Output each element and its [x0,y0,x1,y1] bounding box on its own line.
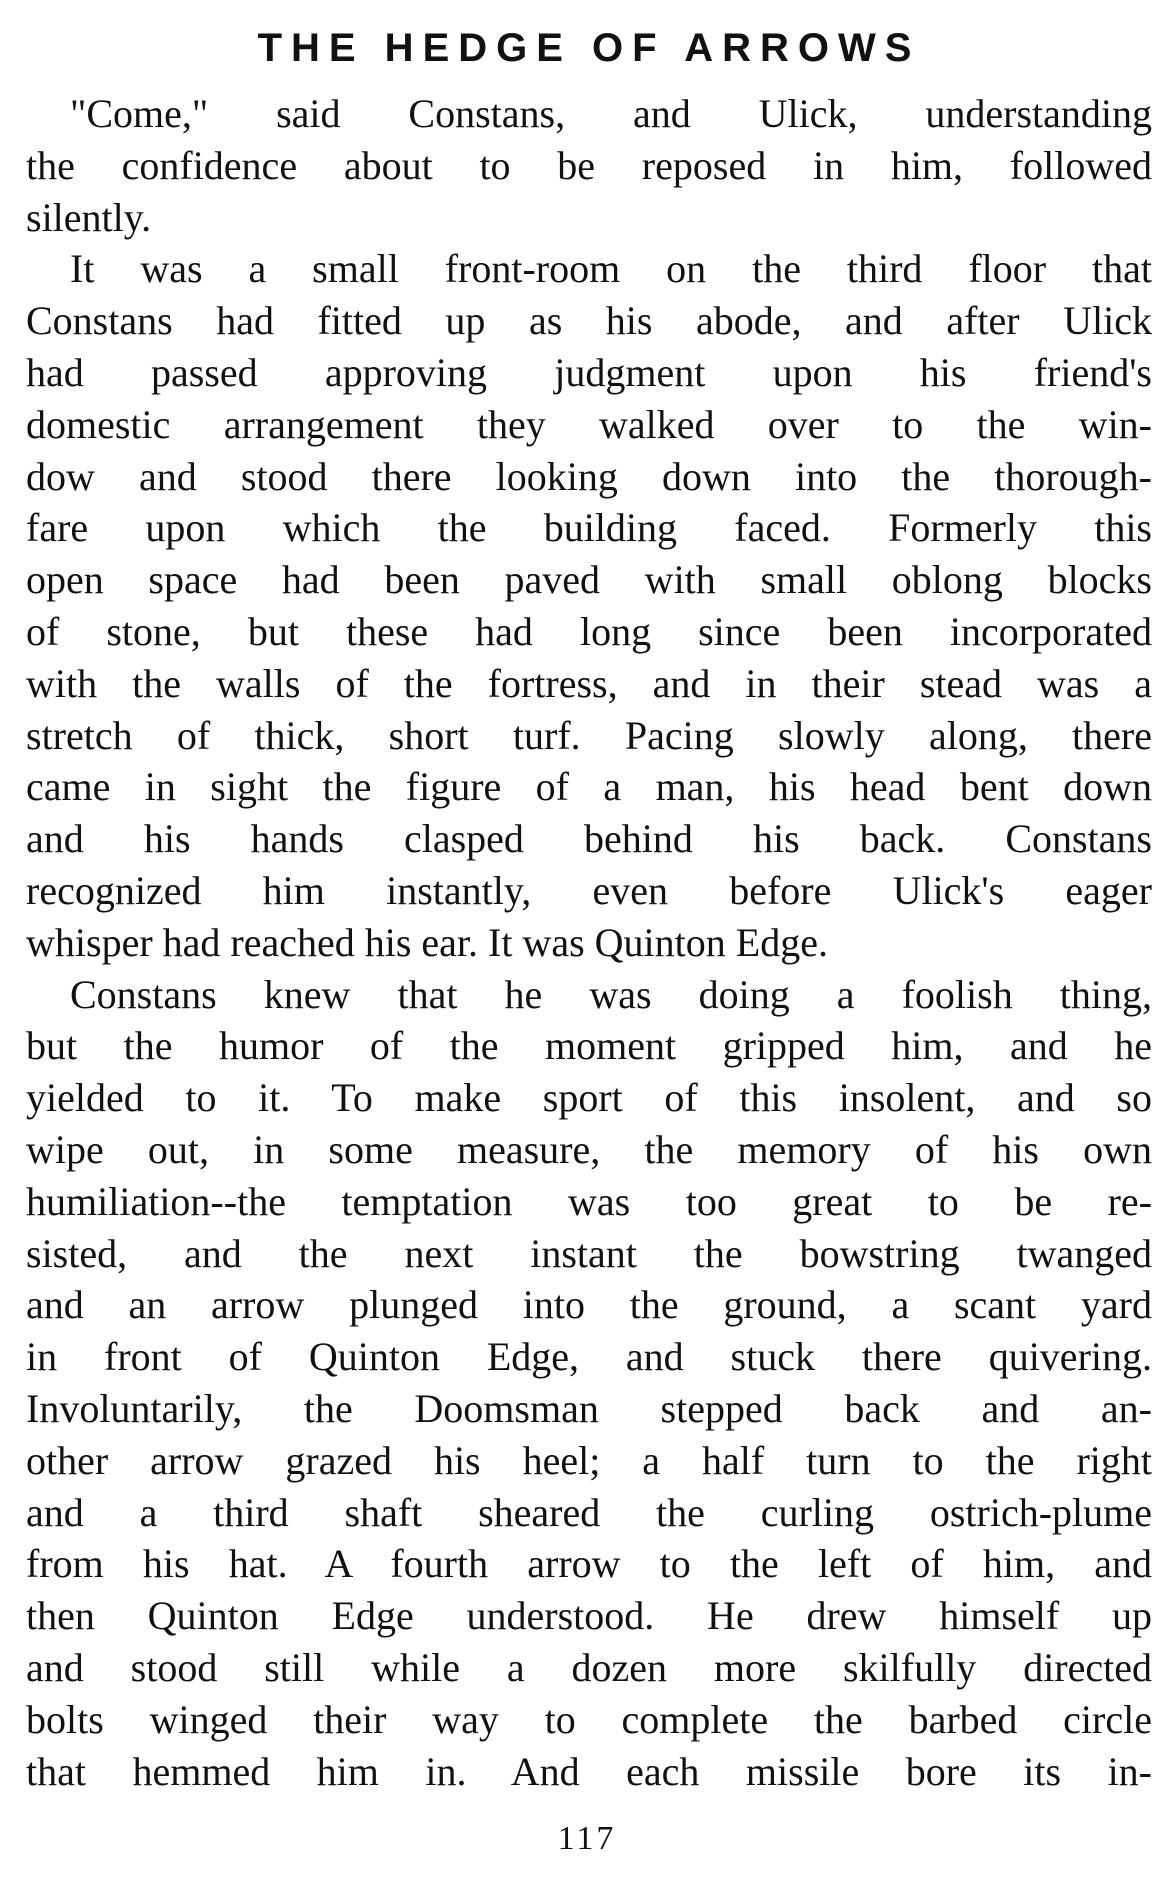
text-line: Constans knew that he was doing a foolish thing, [70,971,1152,1017]
text-line: Involuntarily, the Doomsman stepped back and an- [26,1385,1152,1431]
text-line: stretch of thick, short turf. Pacing slowly along, there [26,712,1152,758]
text-line: and an arrow plunged into the ground, a scant yard [26,1282,1152,1328]
text-line: and a third shaft sheared the curling ostrich-plume [26,1489,1152,1535]
text-line: then Quinton Edge understood. He drew himself up [26,1593,1152,1639]
text-line: humiliation--the temptation was too great to be re- [26,1178,1152,1224]
text-line: wipe out, in some measure, the memory of his own [26,1126,1152,1172]
body-text [26,88,1152,1797]
text-line: and his hands clasped behind his back. Constans [26,816,1152,862]
page-number: 117 [557,1820,617,1857]
text-line: with the walls of the fortress, and in their stead was a [26,660,1152,706]
text-line: open space had been paved with small oblong blocks [26,557,1152,603]
text-line: but the humor of the moment gripped him, and he [26,1023,1152,1069]
paragraph [26,969,1152,1798]
text-line: that hemmed him in. And each missile bore its in- [26,1748,1152,1794]
text-line: dow and stood there looking down into the thorough- [26,453,1152,499]
text-line: whisper had reached his ear. It was Quinton Edge. [26,919,828,965]
text-line: fare upon which the building faced. Formerly this [26,505,1152,551]
text-line: other arrow grazed his heel; a half turn to the right [26,1437,1152,1483]
text-line: bolts winged their way to complete the barbed circle [26,1696,1152,1742]
text-line: the confidence about to be reposed in him, followed [26,142,1152,188]
text-line: sisted, and the next instant the bowstring twanged [26,1230,1152,1276]
text-line: domestic arrangement they walked over to the win- [26,401,1152,447]
paragraph [26,88,1152,243]
text-line: came in sight the figure of a man, his head bent down [26,764,1152,810]
text-line: of stone, but these had long since been incorporated [26,608,1152,654]
text-line: in front of Quinton Edge, and stuck there quivering. [26,1334,1152,1380]
text-line: had passed approving judgment upon his friend's [26,349,1152,395]
text-line: from his hat. A fourth arrow to the left of him, and [26,1541,1152,1587]
paragraph [26,243,1152,968]
text-line: recognized him instantly, even before Ulick's eager [26,867,1152,913]
text-line: It was a small front-room on the third floor that [70,246,1152,292]
text-line: yielded to it. To make sport of this insolent, and so [26,1075,1152,1121]
text-line: Constans had fitted up as his abode, and after Ulick [26,298,1152,344]
running-head: THE HEDGE OF ARROWS [257,26,921,70]
text-line: and stood still while a dozen more skilfully directed [26,1644,1152,1690]
text-line: silently. [26,194,152,240]
text-line: "Come," said Constans, and Ulick, understanding [70,91,1152,136]
